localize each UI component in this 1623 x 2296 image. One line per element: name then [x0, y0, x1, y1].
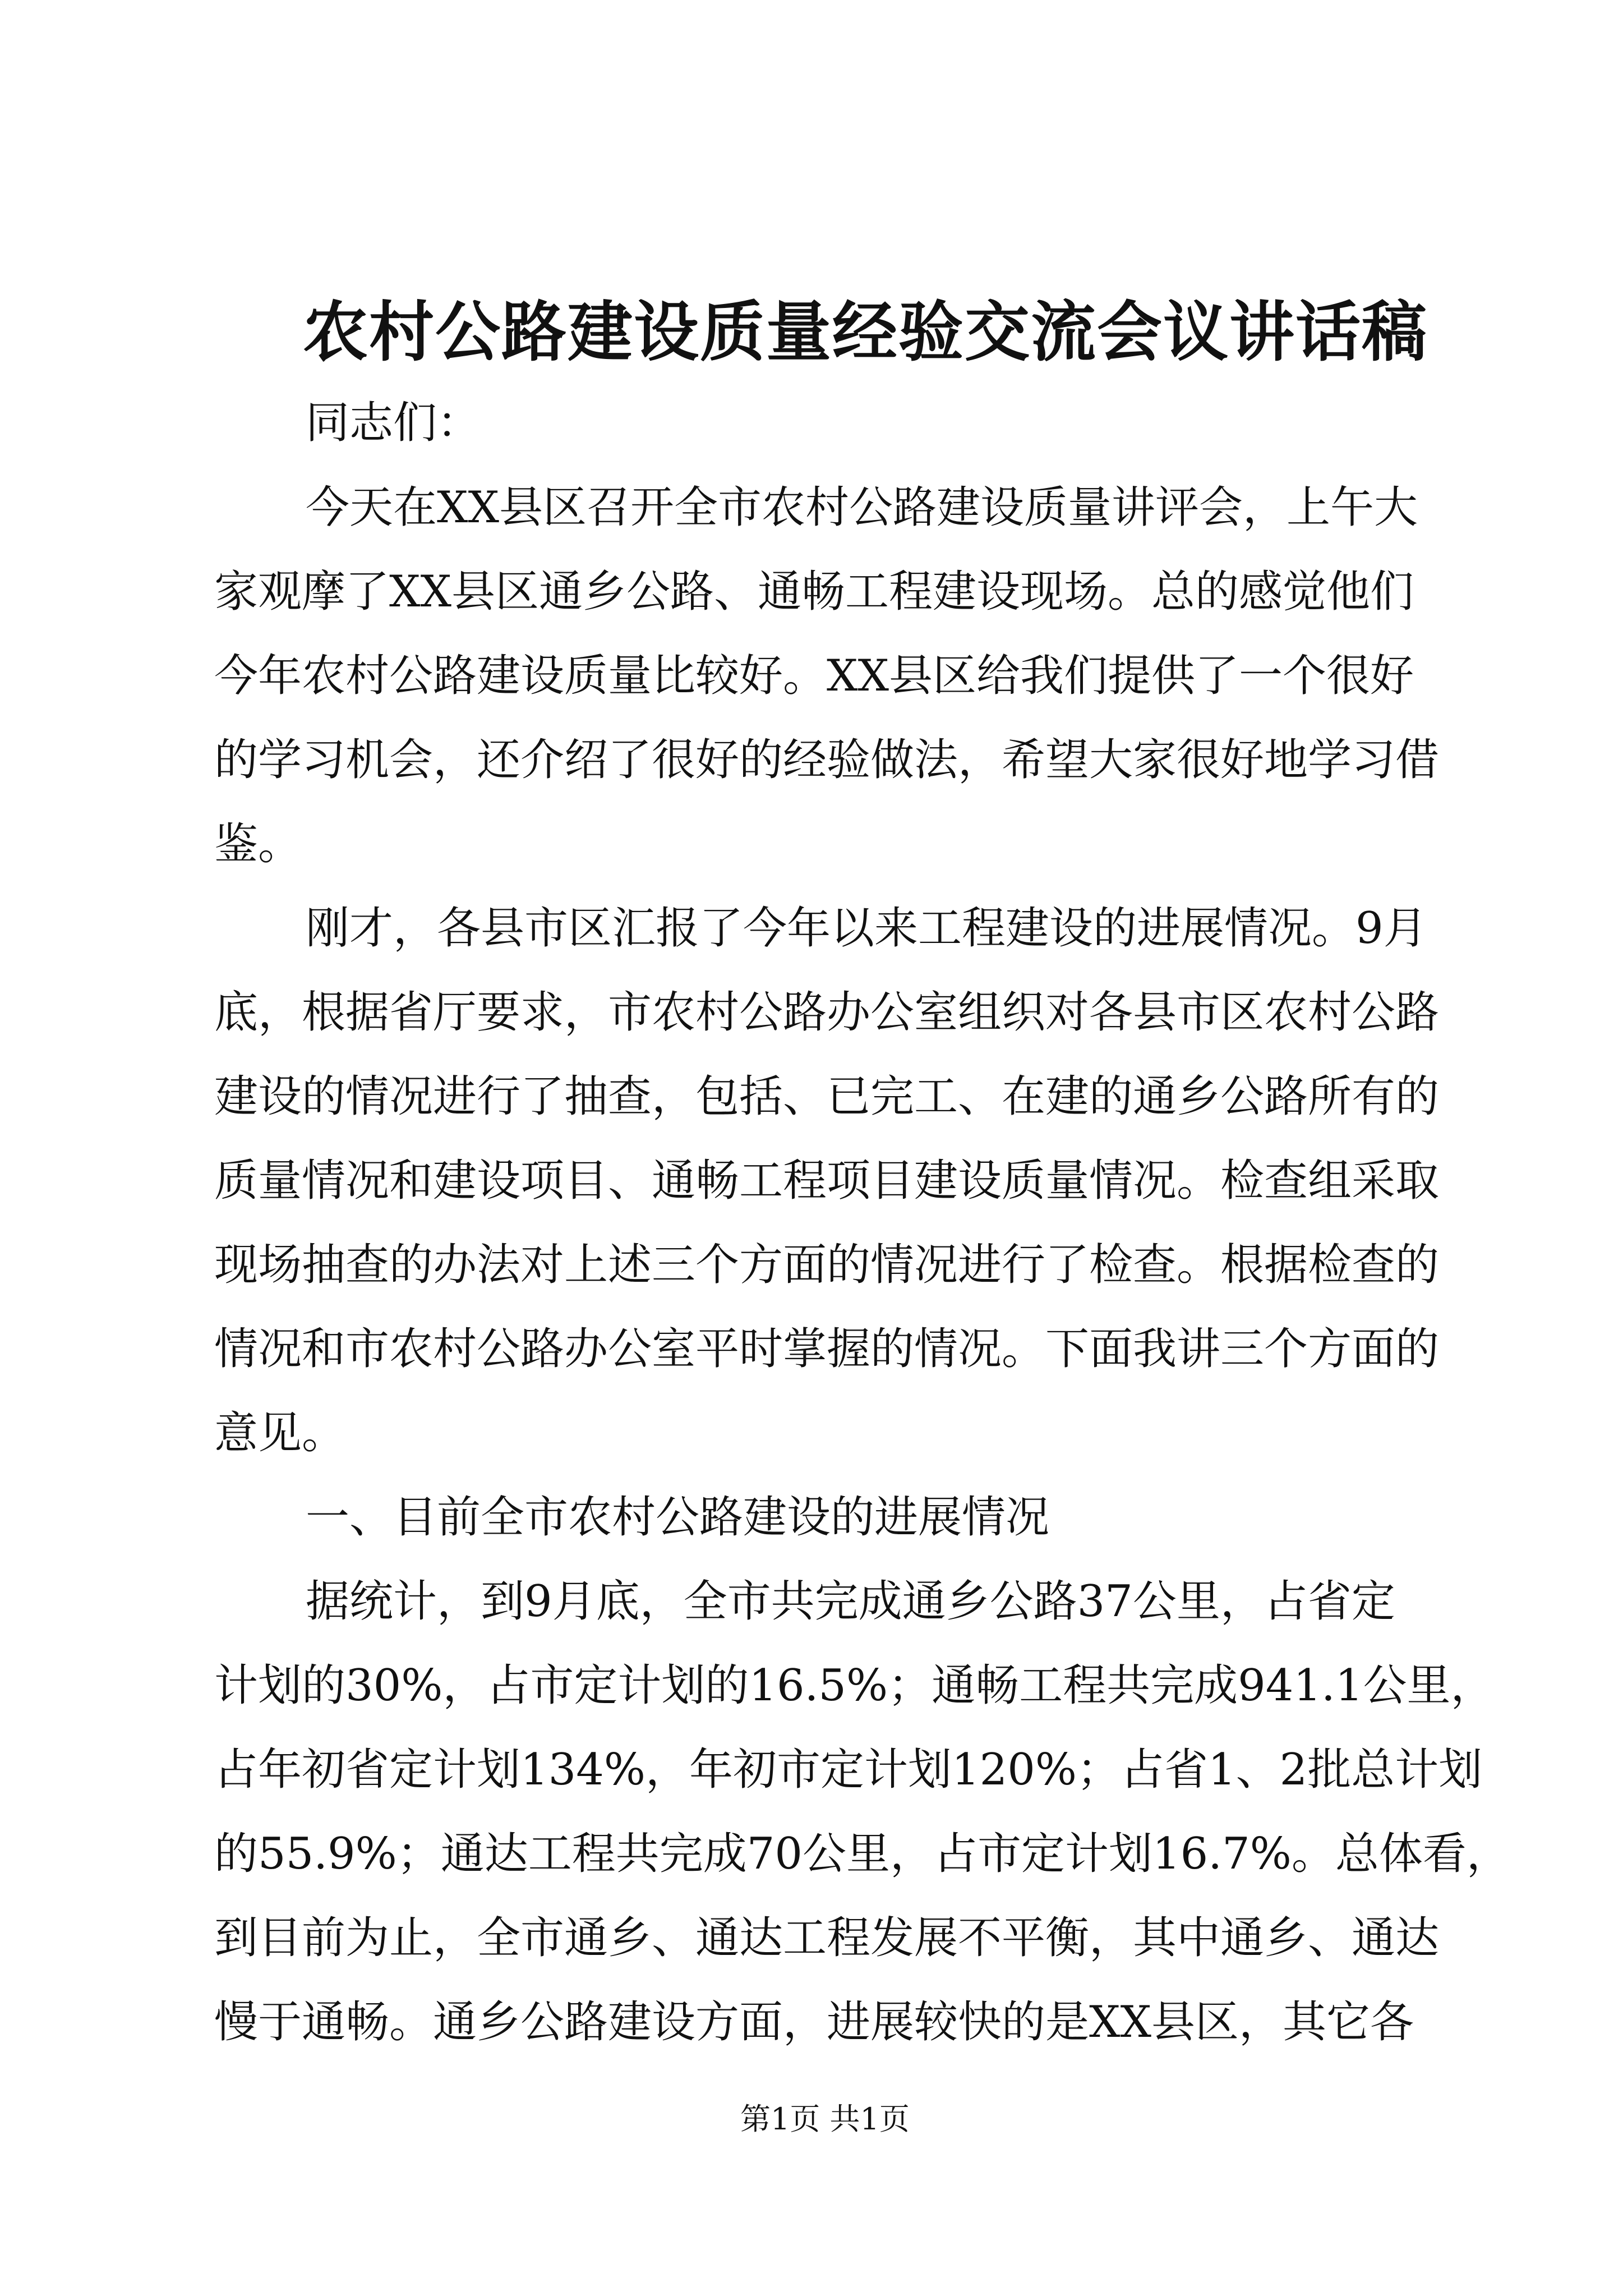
- paragraph-line: 刚才，各县市区汇报了今年以来工程建设的进展情况。9月: [306, 903, 1427, 954]
- paragraph-line: 占年初省定计划134%，年初市定计划120%；占省1、2批总计划: [214, 1745, 1483, 1795]
- paragraph-line: 意见。: [214, 1408, 346, 1458]
- paragraph-line: 鉴。: [214, 819, 302, 869]
- paragraph-line: 质量情况和建设项目、通畅工程项目建设质量情况。检查组采取: [214, 1156, 1440, 1206]
- paragraph-line: 据统计，到9月底，全市共完成通乡公路37公里，占省定: [306, 1576, 1395, 1627]
- document-title: 农村公路建设质量经验交流会议讲话稿: [303, 294, 1428, 370]
- paragraph-line: 到目前为止，全市通乡、通达工程发展不平衡，其中通乡、通达: [214, 1913, 1440, 1963]
- paragraph-line: 家观摩了XX县区通乡公路、通畅工程建设现场。总的感觉他们: [214, 567, 1414, 617]
- paragraph-line: 现场抽查的办法对上述三个方面的情况进行了检查。根据检查的: [214, 1240, 1440, 1290]
- section-heading: 一、目前全市农村公路建设的进展情况: [306, 1492, 1050, 1543]
- paragraph-line: 今年农村公路建设质量比较好。XX县区给我们提供了一个很好: [214, 651, 1414, 701]
- paragraph-line: 的55.9%；通达工程共完成70公里，占市定计划16.7%。总体看，: [214, 1829, 1510, 1879]
- paragraph-line: 的学习机会，还介绍了很好的经验做法，希望大家很好地学习借: [214, 735, 1440, 785]
- paragraph-line: 今天在XX县区召开全市农村公路建设质量讲评会，上午大: [306, 482, 1418, 533]
- page-footer: 第1页 共1页: [740, 2101, 910, 2137]
- paragraph-line: 计划的30%，占市定计划的16.5%；通畅工程共完成941.1公里，: [214, 1660, 1495, 1711]
- paragraph-line: 慢于通畅。通乡公路建设方面，进展较快的是XX县区，其它各: [214, 1997, 1414, 2047]
- paragraph-line: 情况和市农村公路办公室平时掌握的情况。下面我讲三个方面的: [214, 1324, 1440, 1374]
- paragraph-line: 建设的情况进行了抽查，包括、已完工、在建的通乡公路所有的: [214, 1071, 1440, 1122]
- salutation: 同志们：: [306, 398, 481, 448]
- paragraph-line: 底，根据省厅要求，市农村公路办公室组织对各县市区农村公路: [214, 987, 1440, 1038]
